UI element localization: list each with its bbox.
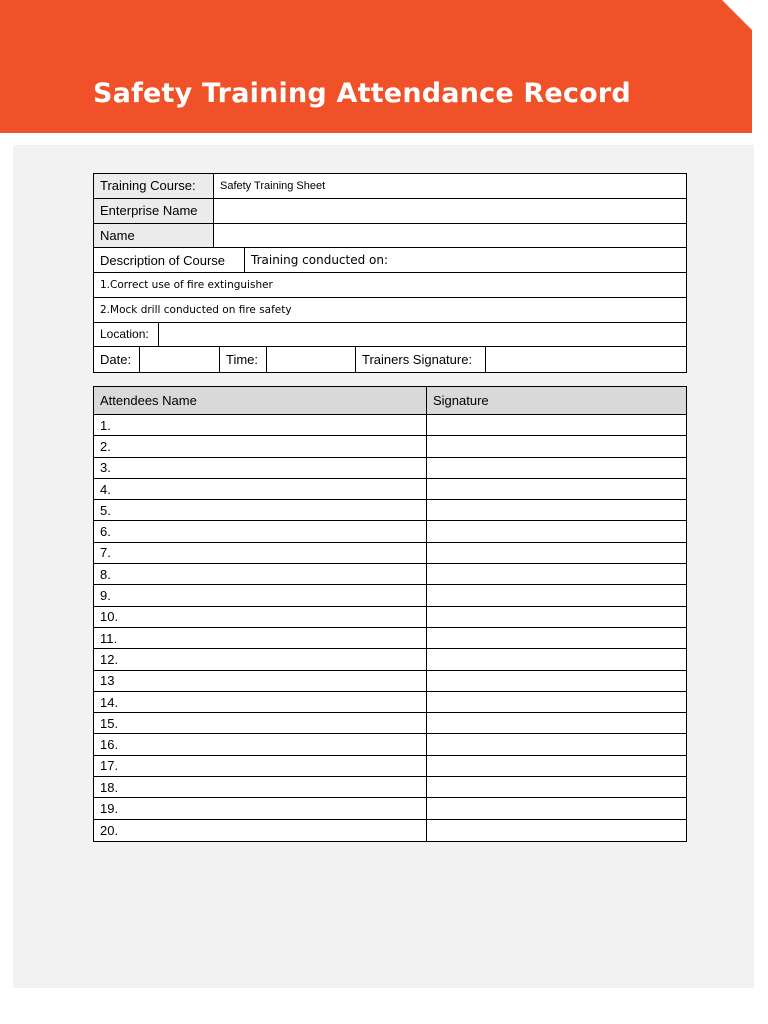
attendee-name-cell[interactable]: 3. [94,458,427,478]
banner-corner-cut [722,0,752,30]
attendee-name-cell[interactable]: 8. [94,564,427,584]
date-field[interactable] [140,347,220,372]
row-description [94,248,686,273]
conducted-on-label: Training conducted on: [251,253,389,268]
time-label: Time: [220,347,267,372]
trainers-signature-label: Trainers Signature: [356,347,486,372]
attendee-name-cell[interactable]: 12. [94,649,427,669]
training-course-field[interactable]: Safety Training Sheet [220,179,326,192]
date-label: Date: [94,347,140,372]
enterprise-name-field[interactable] [214,199,686,223]
attendee-name-cell[interactable]: 16. [94,734,427,754]
training-course-label: Training Course: [94,174,214,198]
attendee-name-cell[interactable]: 20. [94,820,427,841]
description-label: Description of Course [94,248,245,272]
attendees-table [93,386,687,842]
table-row [94,543,686,564]
table-row [94,671,686,692]
enterprise-name-label: Enterprise Name [94,199,214,223]
table-row [94,756,686,777]
attendee-name-cell[interactable]: 15. [94,713,427,733]
attendee-signature-cell[interactable] [427,564,686,584]
trainers-signature-field[interactable] [486,347,686,372]
table-row [94,692,686,713]
table-row [94,713,686,734]
attendee-name-cell[interactable]: 18. [94,777,427,797]
attendee-name-cell[interactable]: 11. [94,628,427,648]
table-row [94,820,686,841]
table-row [94,479,686,500]
table-row [94,798,686,819]
attendee-name-cell[interactable]: 19. [94,798,427,818]
row-item-2 [94,298,686,323]
attendee-name-cell[interactable]: 17. [94,756,427,776]
attendee-signature-cell[interactable] [427,713,686,733]
row-date-time [94,347,686,372]
attendees-header-row [94,387,686,415]
attendee-name-cell[interactable]: 7. [94,543,427,563]
table-row [94,521,686,542]
table-row [94,415,686,436]
attendee-name-cell[interactable]: 4. [94,479,427,499]
table-row [94,607,686,628]
attendee-signature-cell[interactable] [427,671,686,691]
time-field[interactable] [267,347,356,372]
attendee-signature-cell[interactable] [427,458,686,478]
course-item-2: 2.Mock drill conducted on fire safety [100,303,292,316]
attendee-name-cell[interactable]: 14. [94,692,427,712]
attendee-signature-cell[interactable] [427,436,686,456]
attendees-name-header: Attendees Name [94,387,427,414]
table-row [94,734,686,755]
row-enterprise-name [94,199,686,224]
table-row [94,585,686,606]
attendee-signature-cell[interactable] [427,777,686,797]
attendee-signature-cell[interactable] [427,543,686,563]
page-title: Safety Training Attendance Record [93,78,631,109]
table-row [94,777,686,798]
attendee-signature-cell[interactable] [427,521,686,541]
course-item-1: 1.Correct use of fire extinguisher [100,278,273,291]
attendee-name-cell[interactable]: 10. [94,607,427,627]
table-row [94,564,686,585]
row-location [94,323,686,348]
row-training-course [94,174,686,199]
table-row [94,436,686,457]
attendee-signature-cell[interactable] [427,820,686,841]
table-row [94,649,686,670]
attendee-signature-cell[interactable] [427,479,686,499]
attendee-rows [94,415,686,841]
attendee-name-cell[interactable]: 2. [94,436,427,456]
location-label: Location: [94,323,159,347]
attendee-name-cell[interactable]: 9. [94,585,427,605]
table-row [94,628,686,649]
header-banner [0,0,752,133]
attendee-signature-cell[interactable] [427,607,686,627]
attendee-signature-cell[interactable] [427,649,686,669]
attendee-name-cell[interactable]: 13 [94,671,427,691]
attendee-name-cell[interactable]: 5. [94,500,427,520]
attendee-signature-cell[interactable] [427,734,686,754]
attendee-signature-cell[interactable] [427,500,686,520]
attendee-name-cell[interactable]: 6. [94,521,427,541]
name-label: Name [94,224,214,248]
attendee-name-cell[interactable]: 1. [94,415,427,435]
attendee-signature-cell[interactable] [427,692,686,712]
course-info-table [93,173,687,373]
table-row [94,458,686,479]
signature-header: Signature [433,393,489,408]
attendee-signature-cell[interactable] [427,415,686,435]
table-row [94,500,686,521]
attendee-signature-cell[interactable] [427,628,686,648]
name-field[interactable] [214,224,686,248]
row-item-1 [94,273,686,298]
attendee-signature-cell[interactable] [427,585,686,605]
row-name [94,224,686,249]
attendee-signature-cell[interactable] [427,756,686,776]
attendee-signature-cell[interactable] [427,798,686,818]
location-field[interactable] [159,323,686,347]
